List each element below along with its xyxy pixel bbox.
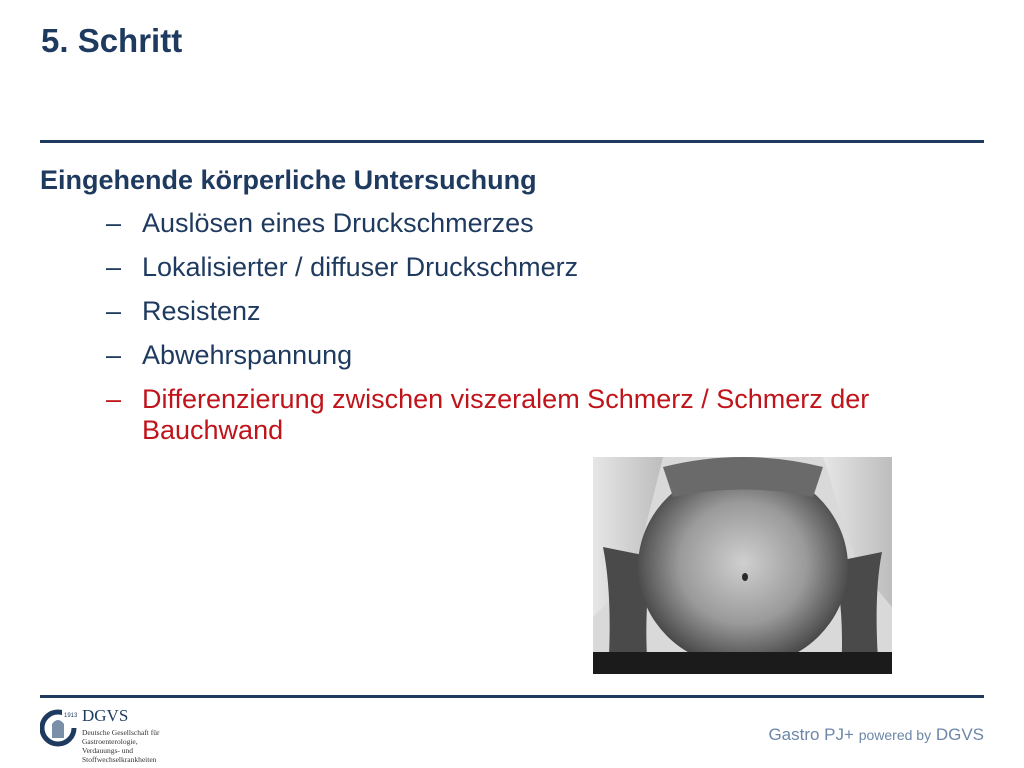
bullet-text: Resistenz: [142, 296, 261, 326]
bullet-dash: –: [106, 384, 122, 414]
footer-brand: Gastro PJ+: [768, 725, 854, 744]
bullet-item: [106, 252, 956, 283]
section-heading: Eingehende körperliche Untersuchung: [40, 165, 537, 195]
dgvs-emblem-icon: [40, 706, 80, 750]
slide-title: 5. Schritt: [41, 22, 183, 59]
title-divider: [40, 140, 984, 143]
bullet-item: [106, 208, 956, 239]
footer-org: DGVS: [935, 725, 984, 744]
bullet-text: Differenzierung zwischen viszeralem Schmerz / Schmerz der Bauchwand: [142, 384, 870, 445]
bullet-dash: –: [106, 252, 122, 282]
logo-year: 1913: [64, 713, 78, 719]
bullet-text: Lokalisierter / diffuser Druckschmerz: [142, 252, 579, 282]
logo-name: DGVS: [82, 706, 129, 725]
footer-divider: [40, 695, 984, 698]
bullet-text: Auslösen eines Druckschmerzes: [142, 208, 534, 238]
bullet-item: [106, 296, 956, 327]
logo-subtitle: Deutsche Gesellschaft für Gastroenterologie, Verdauungs- und Stoffwechselkrankheiten: [82, 728, 160, 764]
bullet-dash: –: [106, 296, 122, 326]
dgvs-logo: [40, 704, 200, 764]
bullet-item-highlighted: [106, 384, 956, 446]
bullet-list: [106, 208, 956, 459]
footer-credit: [768, 725, 984, 745]
bullet-dash: –: [106, 340, 122, 370]
footer-powered-by: powered by: [858, 727, 932, 743]
bullet-text: Abwehrspannung: [142, 340, 353, 370]
bullet-item: [106, 340, 956, 371]
bullet-dash: –: [106, 208, 122, 238]
abdomen-photo: [593, 457, 892, 674]
